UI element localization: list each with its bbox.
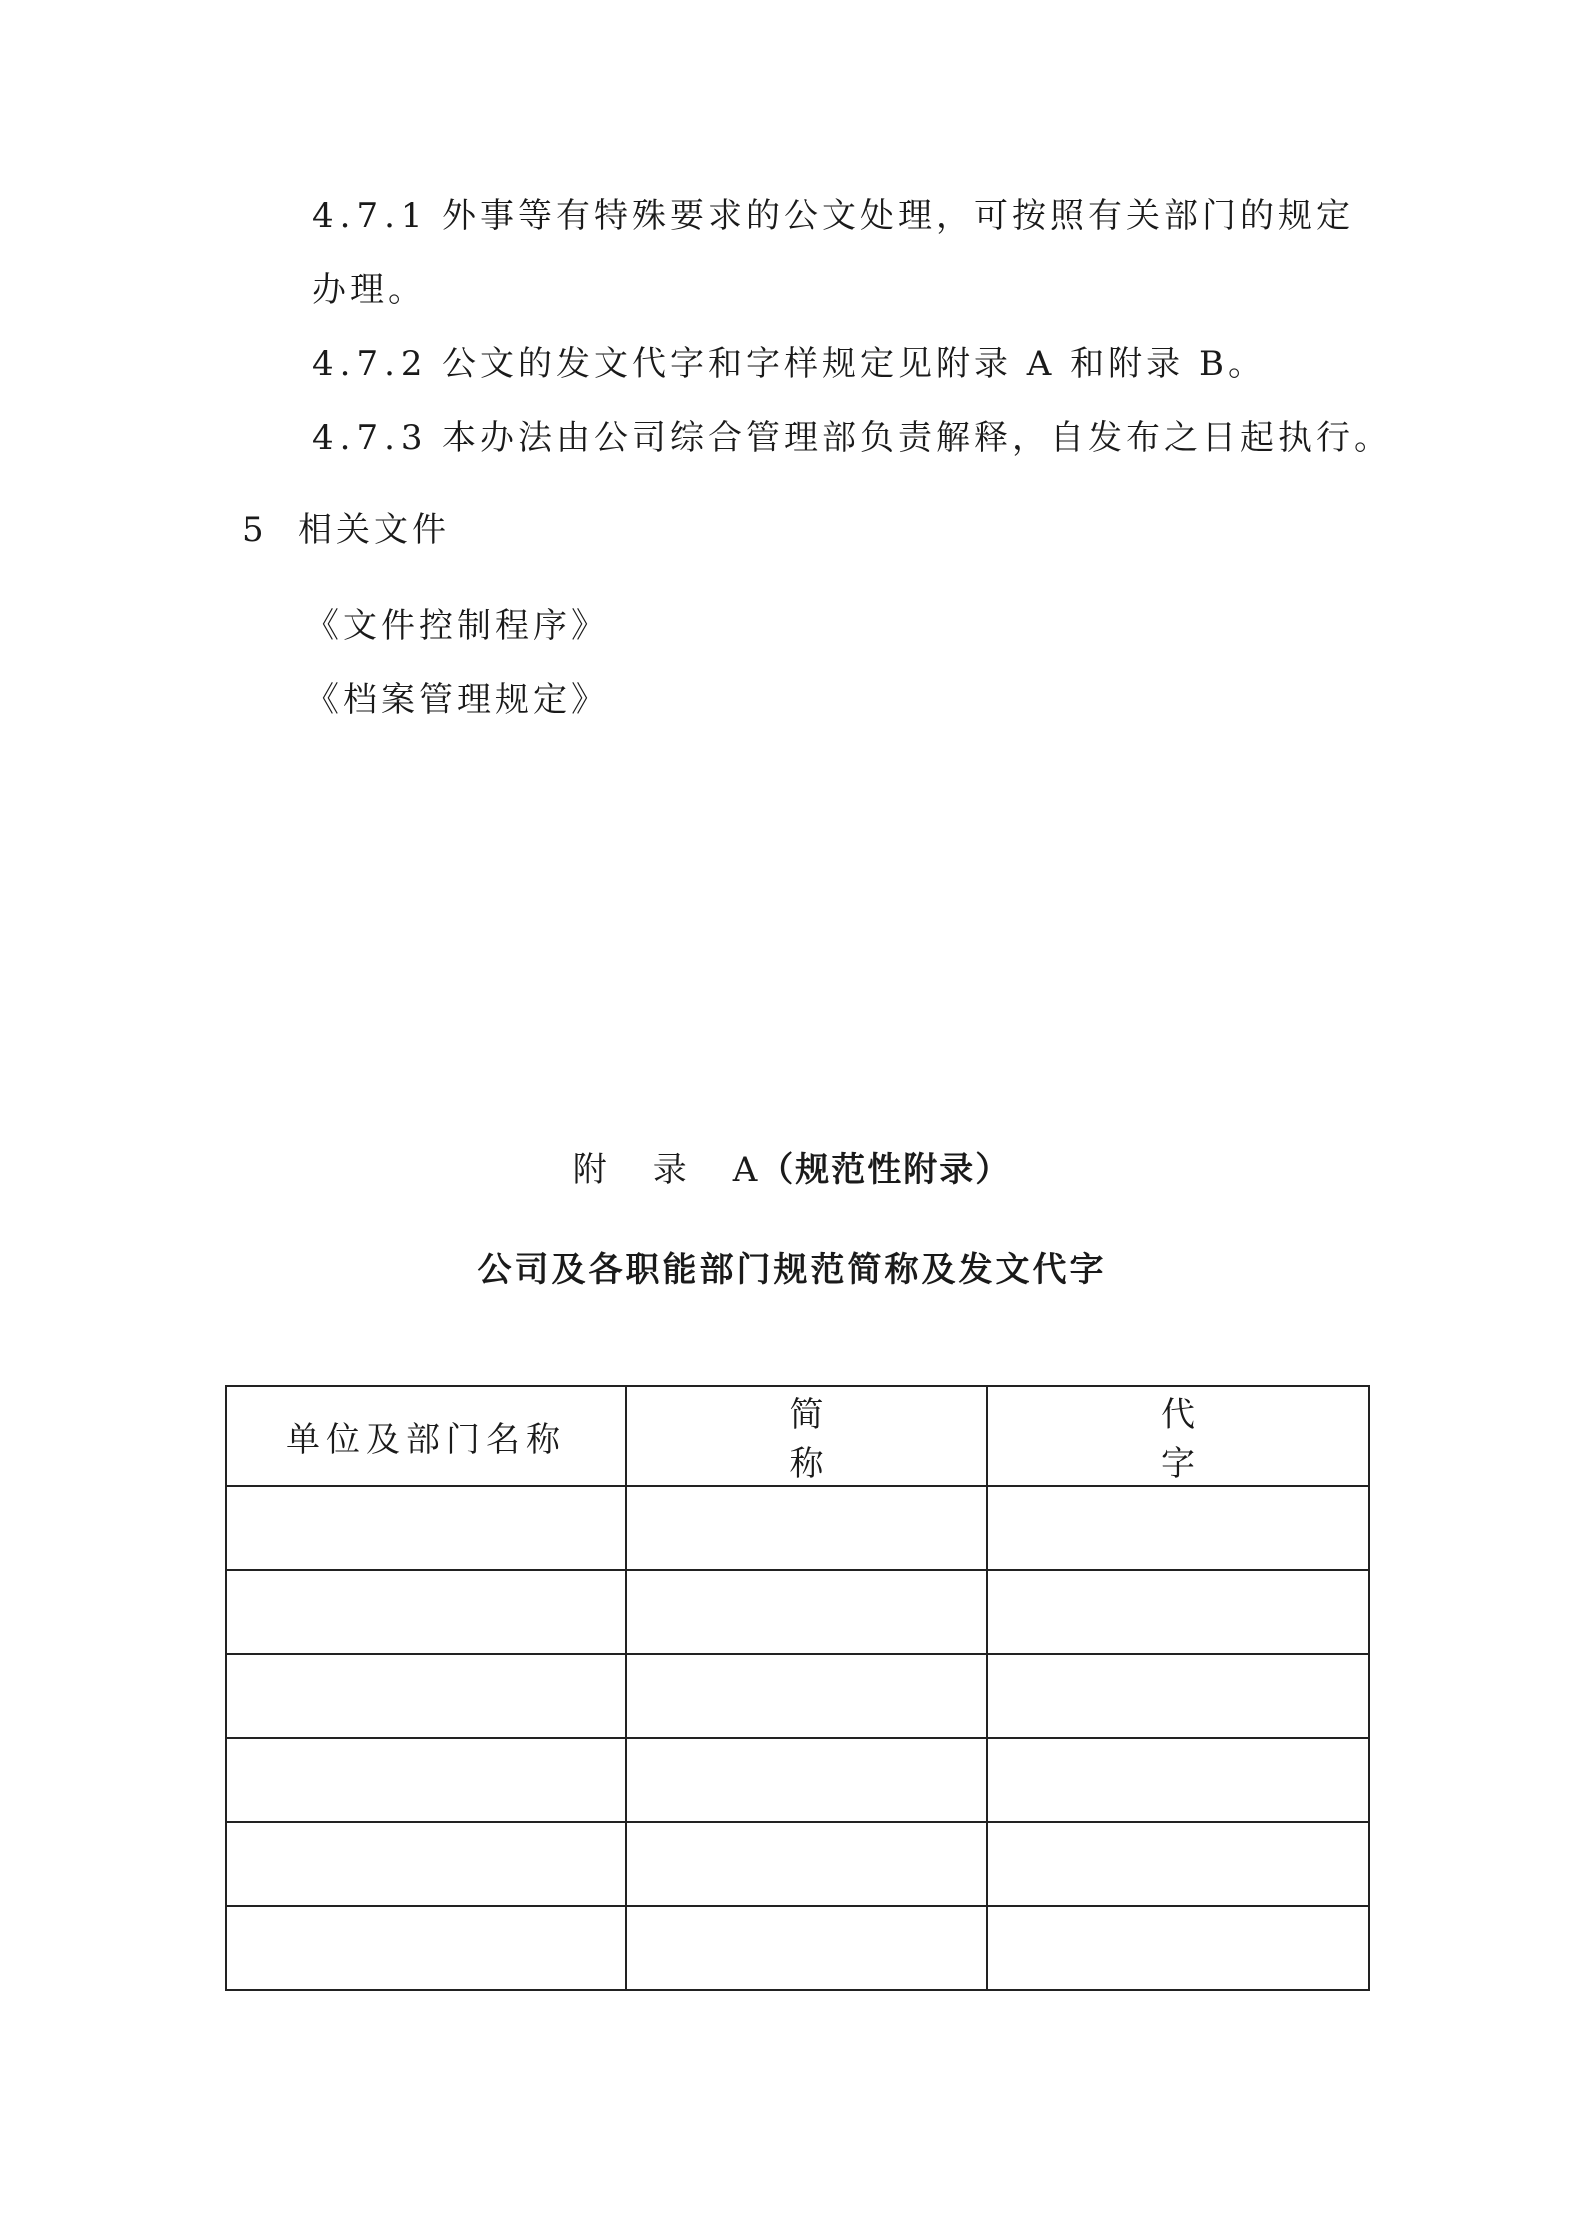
clause-text: 本办法由公司综合管理部负责解释，自发布之日起执行。 xyxy=(442,418,1392,458)
clause-text: 公文的发文代字和字样规定见附录 A 和附录 B。 xyxy=(442,344,1266,384)
clause-number: 4.7.2 xyxy=(312,344,429,384)
table-title: 公司及各职能部门规范简称及发文代字 xyxy=(477,1250,1107,1290)
table-cell xyxy=(987,1486,1369,1570)
related-document-1 xyxy=(305,606,609,646)
clause-text-continued: 办理。 xyxy=(312,270,426,310)
related-document-title: 《文件控制程序》 xyxy=(305,606,609,646)
table-cell xyxy=(987,1570,1369,1654)
table-cell xyxy=(626,1906,987,1990)
table-row xyxy=(226,1570,1369,1654)
table-cell xyxy=(226,1906,626,1990)
column-header-code: 代字 xyxy=(987,1386,1369,1486)
clause-4-7-1-line2 xyxy=(312,270,426,310)
table-cell xyxy=(226,1654,626,1738)
clause-4-7-3 xyxy=(312,418,1392,458)
table-row xyxy=(226,1654,1369,1738)
table-cell xyxy=(626,1570,987,1654)
table-cell xyxy=(226,1570,626,1654)
column-header-abbreviation: 简称 xyxy=(626,1386,987,1486)
clause-text: 外事等有特殊要求的公文处理，可按照有关部门的规定 xyxy=(442,196,1354,236)
table-row xyxy=(226,1906,1369,1990)
table-cell xyxy=(626,1654,987,1738)
table-cell xyxy=(226,1822,626,1906)
related-document-title: 《档案管理规定》 xyxy=(305,680,609,720)
table-cell xyxy=(226,1738,626,1822)
table-cell xyxy=(987,1654,1369,1738)
table-cell xyxy=(626,1486,987,1570)
clause-number: 4.7.1 xyxy=(312,196,429,236)
table-cell xyxy=(987,1738,1369,1822)
table-header-row xyxy=(226,1386,1369,1486)
table-row xyxy=(226,1486,1369,1570)
table-cell xyxy=(626,1738,987,1822)
table-cell xyxy=(987,1906,1369,1990)
appendix-letter: A xyxy=(732,1150,760,1190)
appendix-label-char2: 录 xyxy=(652,1150,689,1190)
table-row xyxy=(226,1738,1369,1822)
clause-number: 4.7.3 xyxy=(312,418,429,458)
section-title: 相关文件 xyxy=(298,510,450,550)
appendix-label-char1: 附 xyxy=(572,1150,609,1190)
section-number: 5 xyxy=(242,510,268,550)
related-document-2 xyxy=(305,680,609,720)
column-header-name: 单位及部门名称 xyxy=(226,1386,626,1486)
clause-4-7-2 xyxy=(312,344,1266,384)
section-5-heading xyxy=(242,510,450,550)
appendix-heading xyxy=(0,1150,1584,1190)
clause-4-7-1-line1 xyxy=(312,196,1354,236)
table-row xyxy=(226,1822,1369,1906)
department-code-table xyxy=(225,1385,1370,1991)
table-cell xyxy=(987,1822,1369,1906)
appendix-type: （规范性附录） xyxy=(759,1150,1012,1190)
table-cell xyxy=(626,1822,987,1906)
table-cell xyxy=(226,1486,626,1570)
